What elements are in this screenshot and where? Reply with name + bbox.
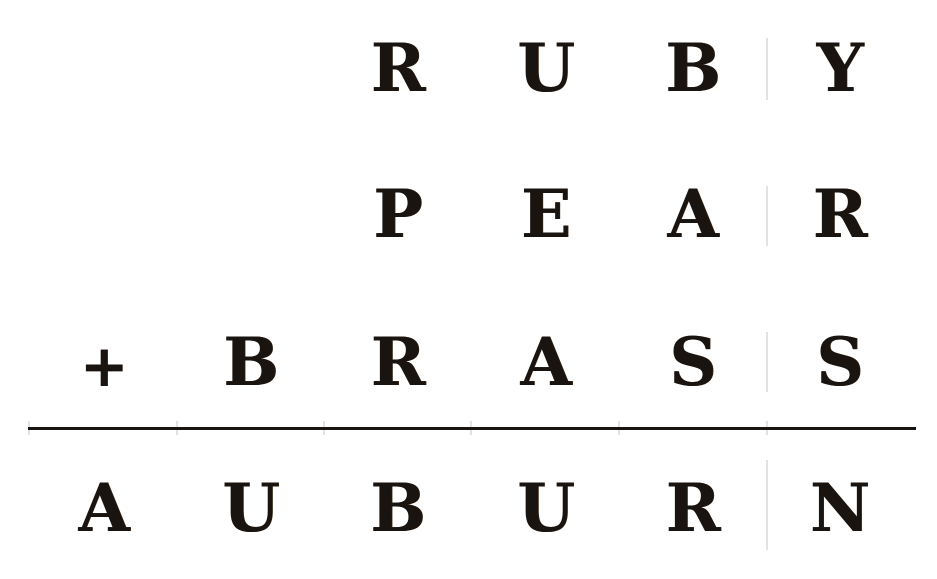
row1-letter-B: B xyxy=(665,29,721,107)
row3-letter-S1: S xyxy=(669,323,717,401)
units-column-guide-third xyxy=(766,332,768,392)
result-letter-U1: U xyxy=(222,469,280,547)
units-column-guide-top xyxy=(766,38,768,100)
row1-letter-R: R xyxy=(370,29,426,107)
plus-operator: + xyxy=(79,332,129,400)
row3-letter-A: A xyxy=(520,323,572,401)
result-letter-N: N xyxy=(809,469,871,547)
result-letter-U2: U xyxy=(517,469,575,547)
sum-line xyxy=(28,427,916,430)
row3-letter-S2: S xyxy=(816,323,864,401)
row2-letter-E: E xyxy=(520,175,572,253)
units-column-guide-bottom xyxy=(766,460,768,550)
row2-letter-A: A xyxy=(667,175,719,253)
row3-letter-R: R xyxy=(370,323,426,401)
result-letter-A: A xyxy=(78,469,130,547)
row3-letter-B: B xyxy=(223,323,279,401)
units-column-guide-middle xyxy=(766,186,768,246)
result-letter-B: B xyxy=(370,469,426,547)
row2-letter-P: P xyxy=(373,175,423,253)
row1-letter-Y: Y xyxy=(816,29,864,107)
result-letter-R: R xyxy=(665,469,721,547)
row1-letter-U: U xyxy=(517,29,575,107)
row2-letter-R: R xyxy=(812,175,868,253)
